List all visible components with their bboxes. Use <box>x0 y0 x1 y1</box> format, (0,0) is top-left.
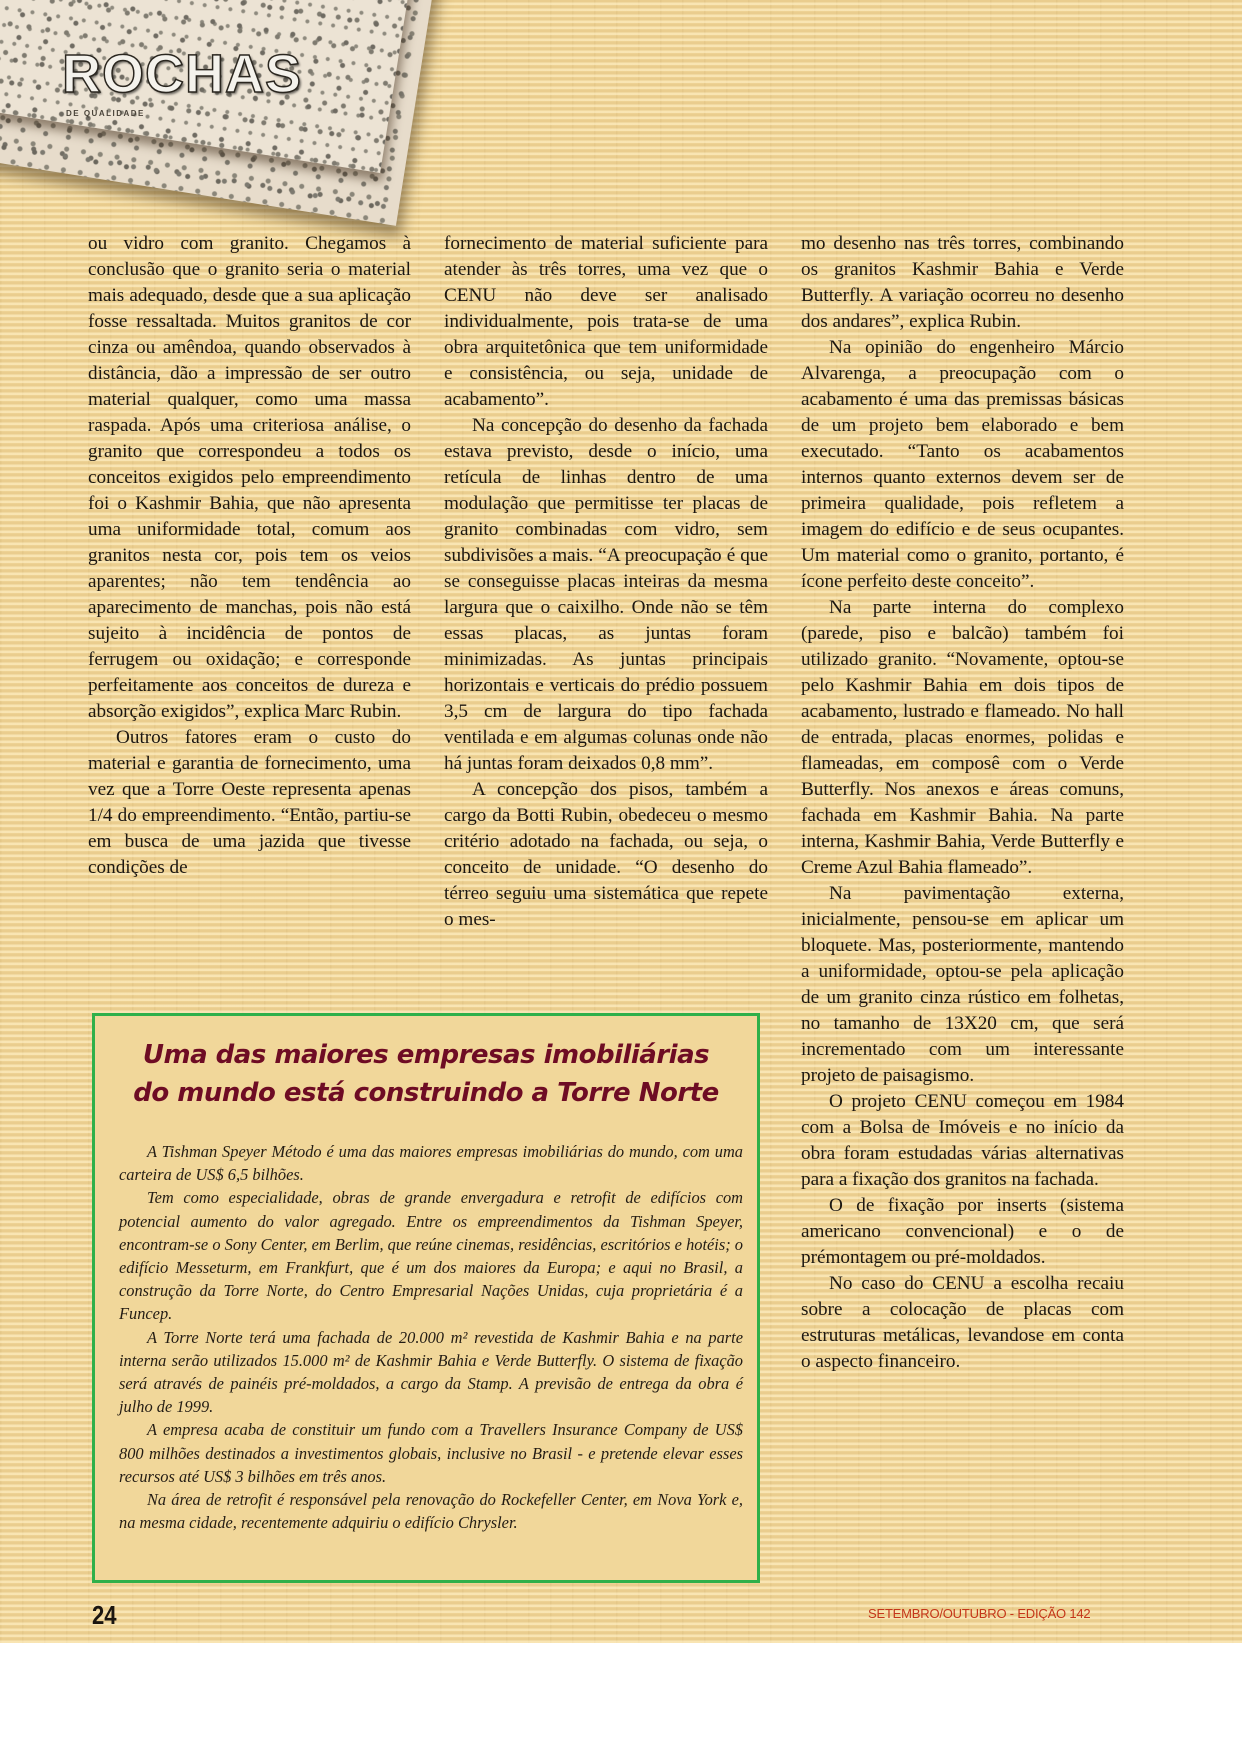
article-paragraph: O de fixação por inserts (sistema americano convencional) e o de prémontagem ou pré-moldados. <box>801 1195 1124 1268</box>
sidebar-title-line-2: do mundo está construindo a Torre Norte <box>133 1078 719 1108</box>
issue-label: SETEMBRO/OUTUBRO - EDIÇÃO 142 <box>868 1606 1091 1621</box>
article-paragraph: mo desenho nas três torres, combinando os granitos Kashmir Bahia e Verde Butterfly. A variação ocorreu no desenho dos andares”, explica Rubin. <box>801 233 1124 332</box>
article-paragraph: Na pavimentação externa, inicialmente, pensou-se em aplicar um bloquete. Mas, posteriormente, mantendo a uniformidade, optou-se pela aplicação de um granito cinza rústico em folhetas, no tamanho de 13X20 cm, que será incrementado com um interessante projeto de paisagismo. <box>801 883 1124 1086</box>
sidebar-box <box>92 1013 760 1583</box>
magazine-logo: ROCHAS <box>62 44 303 104</box>
article-paragraph: fornecimento de material suficiente para atender às três torres, uma vez que o CENU não deve ser analisado individualmente, pois trata-se de uma obra arquitetônica que tem uniformidade e consistência, ou seja, unidade de acabamento”. <box>444 233 768 410</box>
article-paragraph: Na parte interna do complexo (parede, piso e balcão) também foi utilizado granito. “Novamente, optou-se pelo Kashmir Bahia em dois tipos de acabamento, lustrado e flameado. No hall de entrada, placas enormes, polidas e flameadas, em composê com o Verde Butterfly. Nos anexos e áreas comuns, fachada em Kashmir Bahia. Na parte interna, Kashmir Bahia, Verde Butterfly e Creme Azul Bahia flameado”. <box>801 597 1124 878</box>
article-paragraph: Na opinião do engenheiro Márcio Alvarenga, a preocupação com o acabamento é uma das premissas básicas de um projeto bem elaborado e bem executado. “Tanto os acabamentos internos quanto externos devem ser de primeira qualidade, pois refletem a imagem do edifício e de seus ocupantes. Um material como o granito, portanto, é ícone perfeito deste conceito”. <box>801 337 1124 592</box>
sidebar-box-title <box>95 1036 757 1112</box>
magazine-logo-subtitle: DE QUALIDADE <box>66 109 145 118</box>
article-paragraph: Outros fatores eram o custo do material e garantia de fornecimento, uma vez que a Torre Oeste representa apenas 1/4 do empreendimento. “Então, partiu-se em busca de uma jazida que tivesse condições de <box>88 727 411 878</box>
article-paragraph: A concepção dos pisos, também a cargo da Botti Rubin, obedeceu o mesmo critério adotado na fachada, ou seja, o conceito de unidade. “O desenho do térreo seguiu uma sistemática que repete o mes- <box>444 779 768 930</box>
sidebar-paragraph: Tem como especialidade, obras de grande envergadura e retrofit de edifícios com potencial aumento do valor agregado. Entre os empreendimentos da Tishman Speyer, encontram-se o Sony Center, em Berlim, que reúne cinemas, residências, escritórios e hotéis; o edifício Messeturm, em Frankfurt, que é um dos maiores da Europa; e aqui no Brasil, a construção da Torre Norte, do Centro Empresarial Nações Unidas, cuja proprietária é a Funcep. <box>119 1188 743 1324</box>
sidebar-paragraph: A empresa acaba de constituir um fundo com a Travellers Insurance Company de US$ 800 milhões destinados a investimentos globais, inclusive no Brasil - e pretende elevar esses recursos até US$ 3 bilhões em três anos. <box>119 1420 743 1486</box>
page-number: 24 <box>92 1600 117 1630</box>
article-paragraph: No caso do CENU a escolha recaiu sobre a colocação de placas com estruturas metálicas, levandose em conta o aspecto financeiro. <box>801 1273 1124 1372</box>
article-paragraph: Na concepção do desenho da fachada estava previsto, desde o início, uma retícula de linhas dentro de uma modulação que permitisse ter placas de granito combinadas com vidro, sem subdivisões a mais. “A preocupação é que se conseguisse placas inteiras da mesma largura que o caixilho. Onde não se têm essas placas, as juntas foram minimizadas. As juntas principais horizontais e verticais do prédio possuem 3,5 cm de largura do tipo fachada ventilada e em algumas colunas onde não há juntas foram deixados 0,8 mm”. <box>444 415 768 774</box>
article-paragraph: O projeto CENU começou em 1984 com a Bolsa de Imóveis e no início da obra foram estudadas várias alternativas para a fixação dos granitos na fachada. <box>801 1091 1124 1190</box>
article-column-3 <box>801 231 1124 1375</box>
sidebar-box-body <box>119 1140 743 1534</box>
article-column-2 <box>444 231 768 933</box>
sidebar-paragraph: Na área de retrofit é responsável pela renovação do Rockefeller Center, em Nova York e, na mesma cidade, recentemente adquiriu o edifício Chrysler. <box>119 1490 743 1533</box>
sidebar-title-line-1: Uma das maiores empresas imobiliárias <box>142 1040 710 1070</box>
article-paragraph: ou vidro com granito. Chegamos à conclusão que o granito seria o material mais adequado, desde que a sua aplicação fosse ressaltada. Muitos granitos de cor cinza ou amêndoa, quando observados à distância, dão a impressão de ser outro material qualquer, como uma massa raspada. Após uma criteriosa análise, o granito que correspondeu a todos os conceitos exigidos pelo empreendimento foi o Kashmir Bahia, que não apresenta uma uniformidade total, comum aos granitos nesta cor, pois tem os veios aparentes; não tem tendência ao aparecimento de manchas, pois não está sujeito à incidência de pontos de ferrugem ou oxidação; e corresponde perfeitamente aos conceitos de dureza e absorção exigidos”, explica Marc Rubin. <box>88 233 411 722</box>
sidebar-paragraph: A Torre Norte terá uma fachada de 20.000 m² revestida de Kashmir Bahia e na parte interna serão utilizados 15.000 m² de Kashmir Bahia e Verde Butterfly. O sistema de fixação será através de painéis pré-moldados, a cargo da Stamp. A previsão de entrega da obra é julho de 1999. <box>119 1327 743 1417</box>
sidebar-paragraph: A Tishman Speyer Método é uma das maiores empresas imobiliárias do mundo, com uma carteira de US$ 6,5 bilhões. <box>119 1142 743 1185</box>
article-column-1 <box>88 231 411 881</box>
